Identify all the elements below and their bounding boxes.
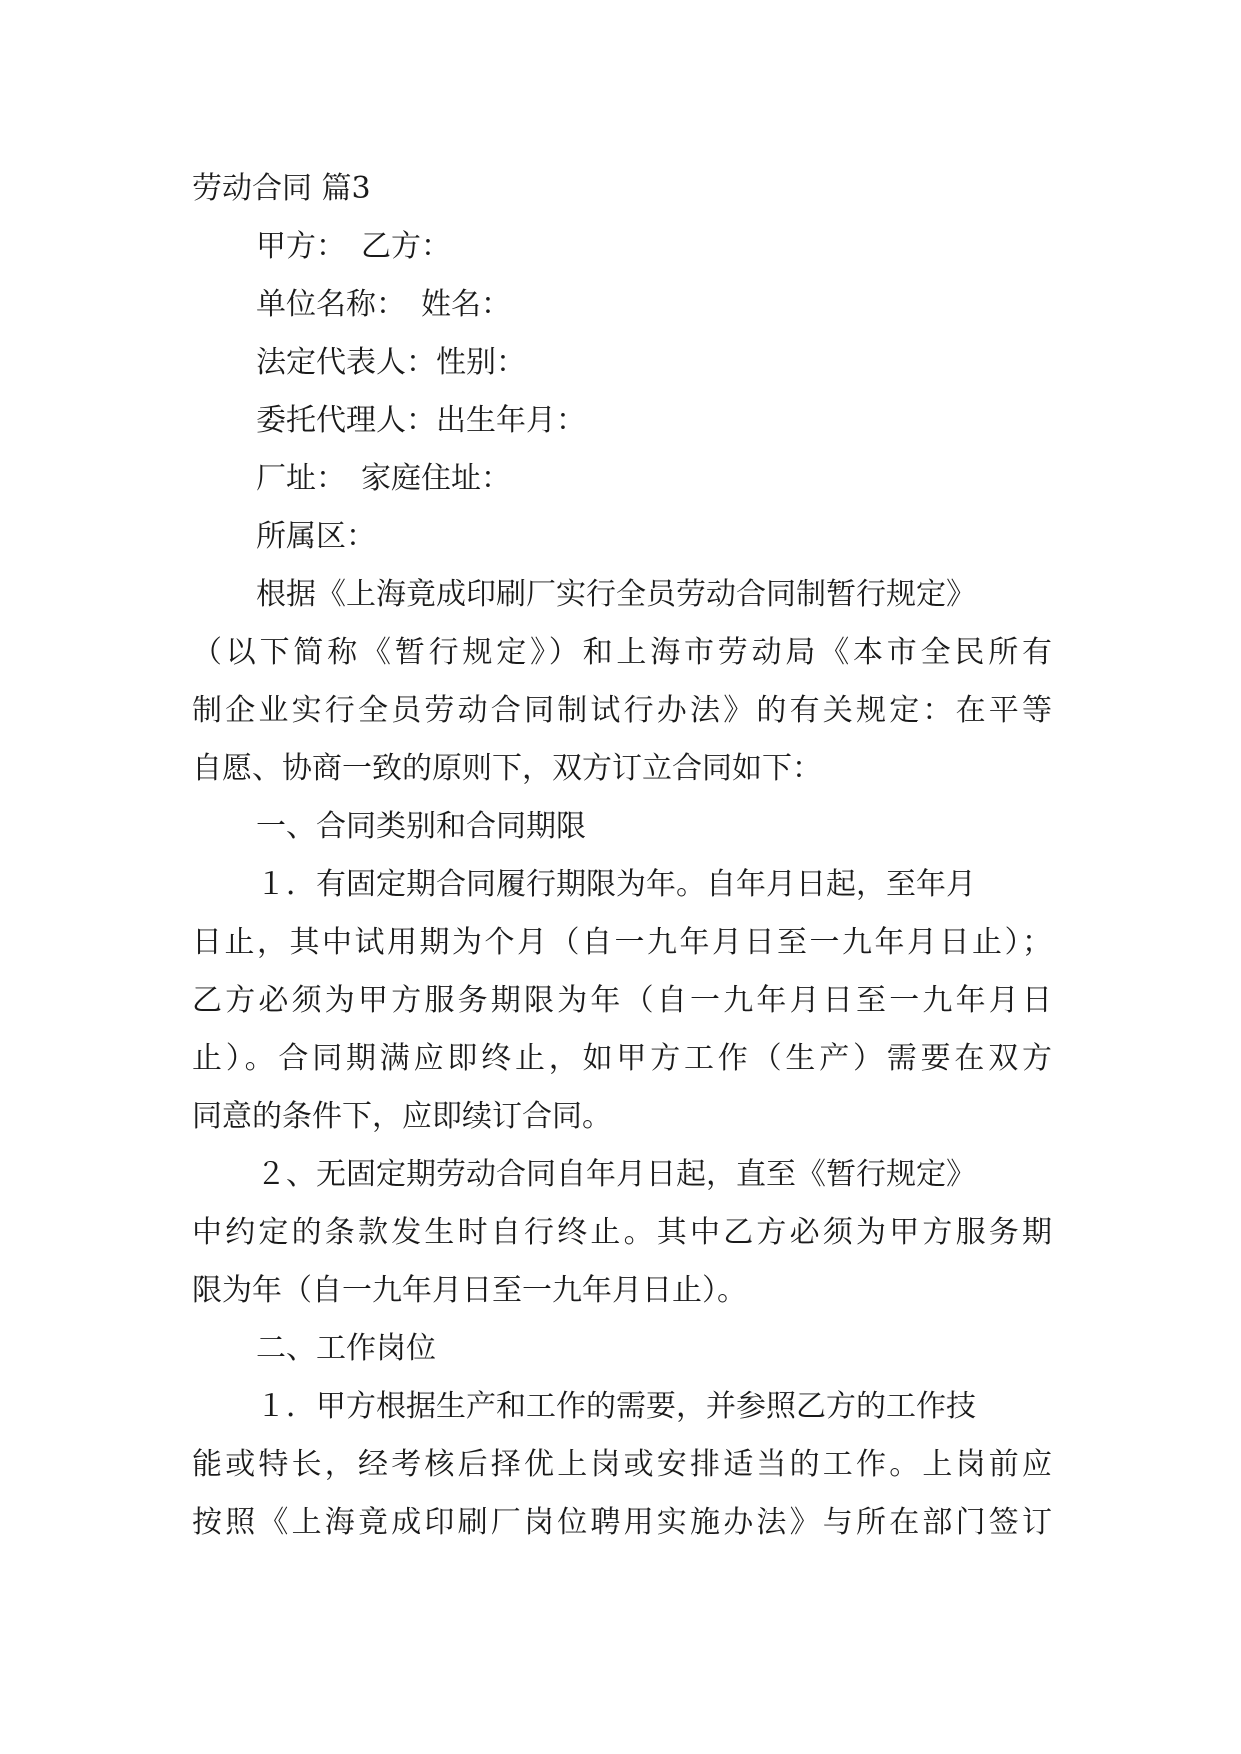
intro-paragraph-line: 根据《上海竟成印刷厂实行全员劳动合同制暂行规定》 [256,577,976,612]
intro-paragraph-line: 制企业实行全员劳动合同制试行办法》的有关规定：在平等 [192,693,1052,728]
clause-line: ２、无固定期劳动合同自年月日起，直至《暂行规定》 [256,1157,976,1192]
section-heading: 二、工作岗位 [256,1331,436,1366]
intro-paragraph-line: 自愿、协商一致的原则下，双方订立合同如下： [192,751,822,786]
clause-line: 日止，其中试用期为个月（自一九年月日至一九年月日止）； [192,925,1052,960]
clause-line: １．有固定期合同履行期限为年。自年月日起，至年月 [256,867,976,902]
party-field-line: 委托代理人：出生年月： [256,403,586,438]
document-body [192,160,1052,1552]
section-heading: 一、合同类别和合同期限 [256,809,586,844]
party-field-line: 厂址： 家庭住址： [256,461,511,496]
clause-line: 限为年（自一九年月日至一九年月日止）。 [192,1273,747,1308]
clause-line: 中约定的条款发生时自行终止。其中乙方必须为甲方服务期 [192,1215,1052,1250]
party-field-line: 单位名称： 姓名： [256,287,511,322]
party-field-line: 所属区： [256,519,376,554]
document-title: 劳动合同 篇3 [192,171,371,206]
clause-line: 乙方必须为甲方服务期限为年（自一九年月日至一九年月日 [192,983,1052,1018]
clause-line: 同意的条件下，应即续订合同。 [192,1099,612,1134]
clause-line: 止）。合同期满应即终止，如甲方工作（生产）需要在双方 [192,1041,1052,1076]
clause-line: 按照《上海竟成印刷厂岗位聘用实施办法》与所在部门签订 [192,1505,1052,1540]
party-field-line: 甲方： 乙方： [256,229,451,264]
clause-line: １．甲方根据生产和工作的需要，并参照乙方的工作技 [256,1389,976,1424]
intro-paragraph-line: （以下简称《暂行规定》）和上海市劳动局《本市全民所有 [192,635,1052,670]
party-field-line: 法定代表人：性别： [256,345,526,380]
clause-line: 能或特长，经考核后择优上岗或安排适当的工作。上岗前应 [192,1447,1052,1482]
